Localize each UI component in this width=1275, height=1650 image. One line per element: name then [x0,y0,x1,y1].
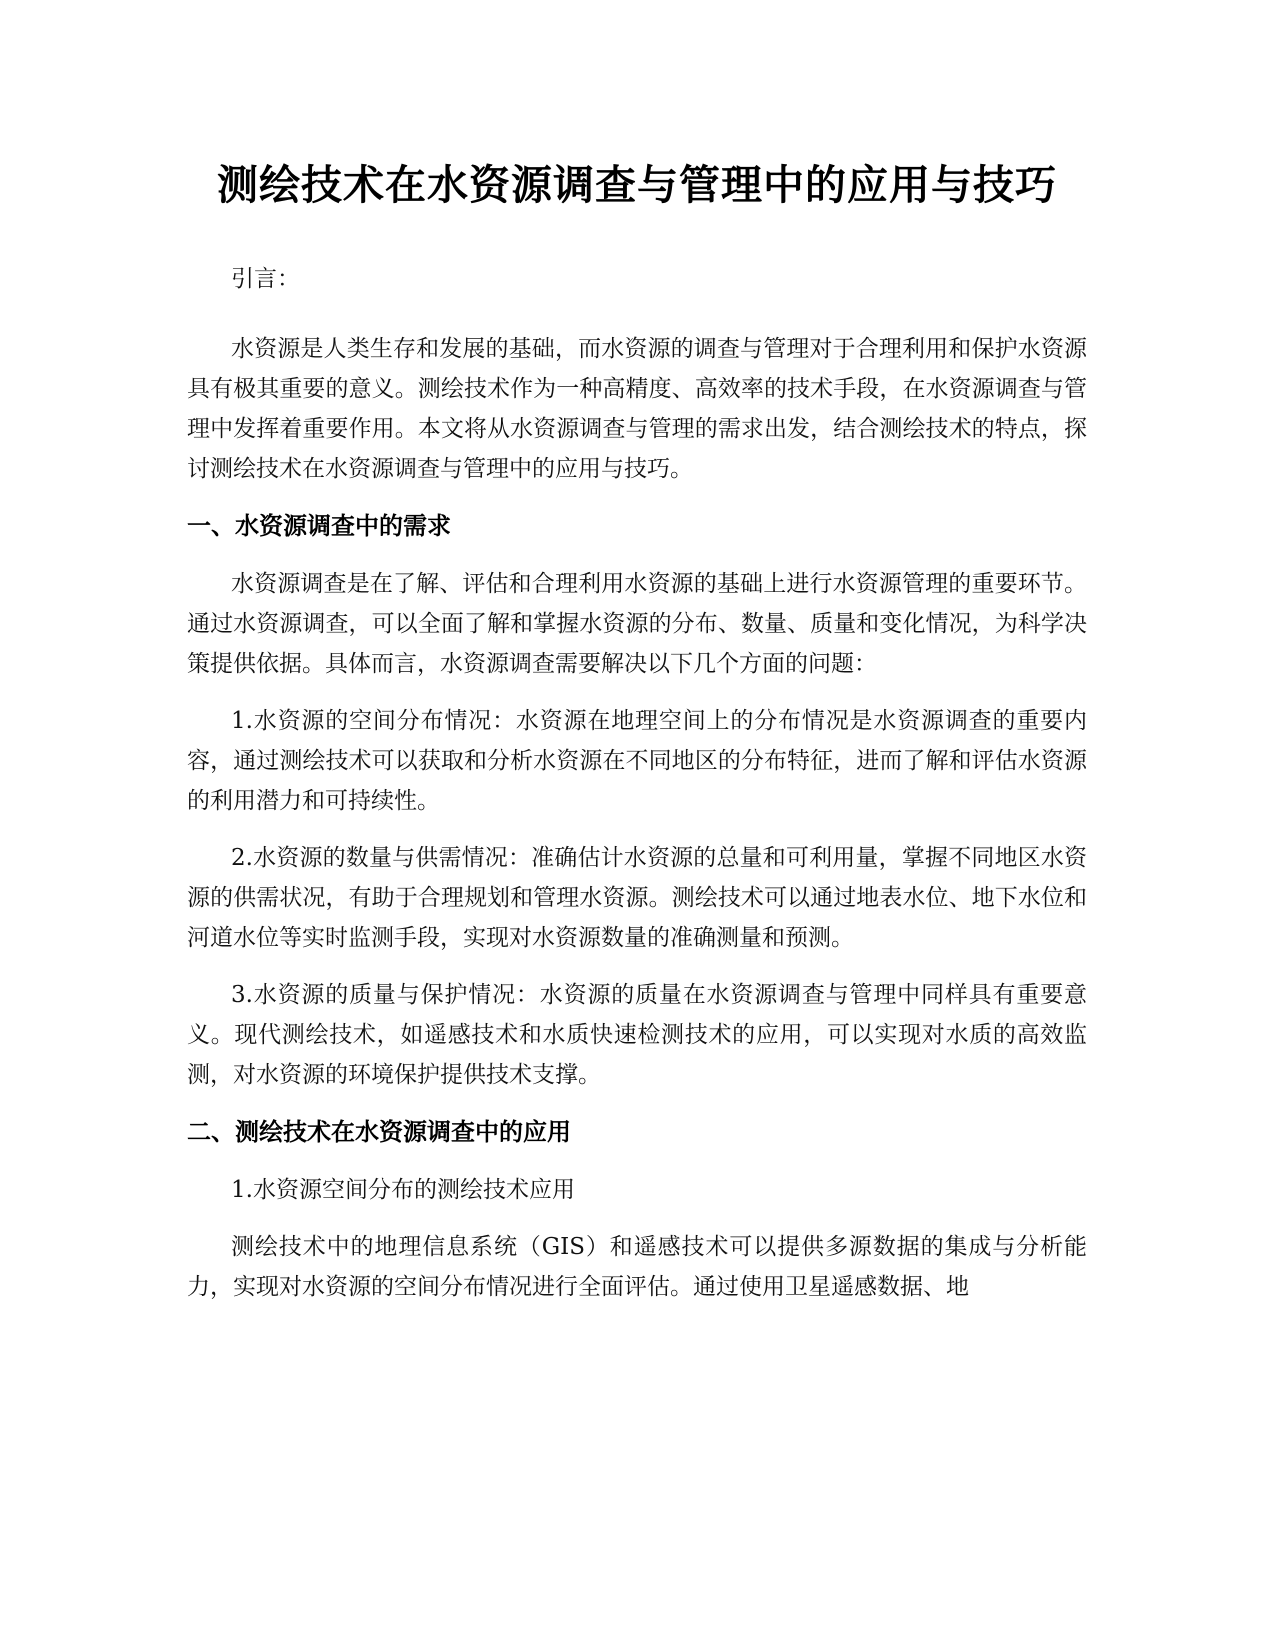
document-title: 测绘技术在水资源调查与管理中的应用与技巧 [217,161,1057,209]
section-2-paragraph: 测绘技术中的地理信息系统（GIS）和遥感技术可以提供多源数据的集成与分析能力，实现对水资源的空间分布情况进行全面评估。通过使用卫星遥感数据、地 [187,1234,1087,1300]
section-1-item-2: 2.水资源的数量与供需情况：准确估计水资源的总量和可利用量，掌握不同地区水资源的供需状况，有助于合理规划和管理水资源。测绘技术可以通过地表水位、地下水位和河道水位等实时监测手段，实现对水资源数量的准确测量和预测。 [187,845,1087,951]
document-body [187,150,1087,1324]
section-1-item-1: 1.水资源的空间分布情况：水资源在地理空间上的分布情况是水资源调查的重要内容，通过测绘技术可以获取和分析水资源在不同地区的分布特征，进而了解和评估水资源的利用潜力和可持续性。 [187,708,1087,814]
section-1-heading: 一、水资源调查中的需求 [187,512,451,540]
section-1-paragraph: 水资源调查是在了解、评估和合理利用水资源的基础上进行水资源管理的重要环节。通过水资源调查，可以全面了解和掌握水资源的分布、数量、质量和变化情况，为科学决策提供依据。具体而言，水资源调查需要解决以下几个方面的问题： [187,571,1087,677]
section-2-heading: 二、测绘技术在水资源调查中的应用 [187,1118,571,1146]
section-2-subheading: 1.水资源空间分布的测绘技术应用 [231,1177,575,1203]
section-1-item-3: 3.水资源的质量与保护情况：水资源的质量在水资源调查与管理中同样具有重要意义。现代测绘技术，如遥感技术和水质快速检测技术的应用，可以实现对水质的高效监测，对水资源的环境保护提供技术支撑。 [187,982,1087,1088]
intro-paragraph: 水资源是人类生存和发展的基础，而水资源的调查与管理对于合理利用和保护水资源具有极其重要的意义。测绘技术作为一种高精度、高效率的技术手段，在水资源调查与管理中发挥着重要作用。本文将从水资源调查与管理的需求出发，结合测绘技术的特点，探讨测绘技术在水资源调查与管理中的应用与技巧。 [187,336,1087,482]
intro-label: 引言： [231,266,300,292]
